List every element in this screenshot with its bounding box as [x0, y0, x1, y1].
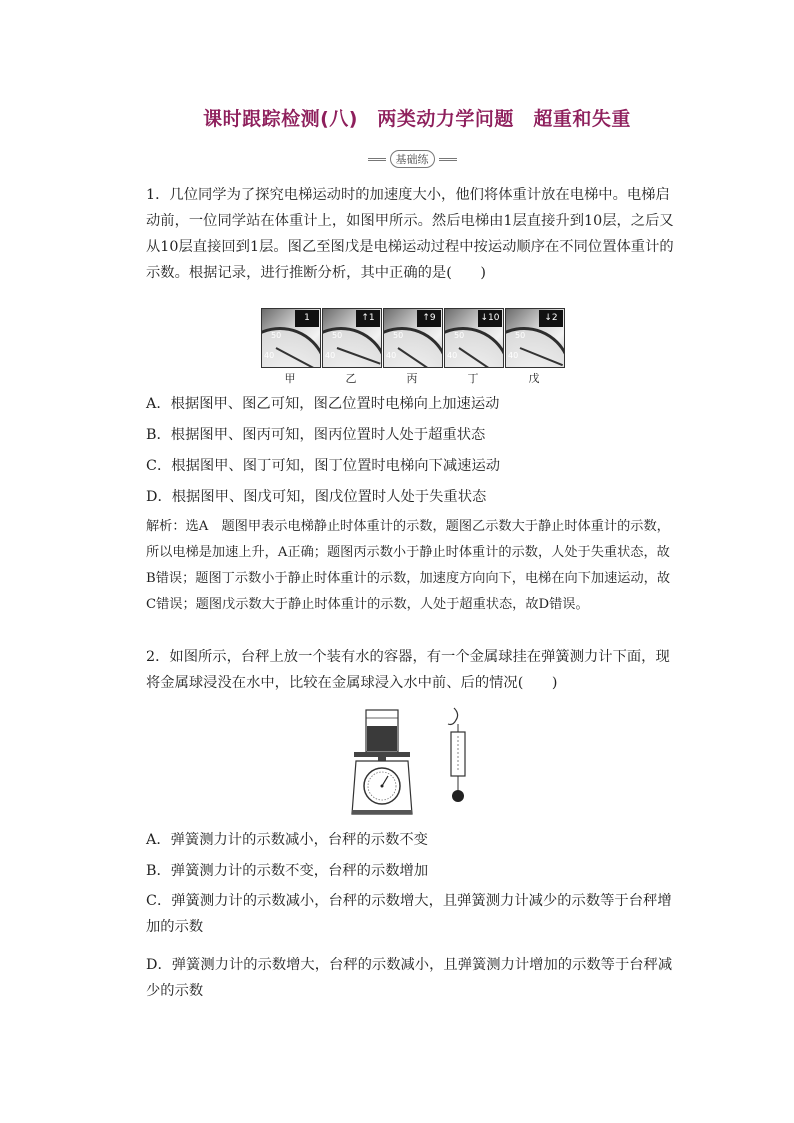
dial-mark-50: 50 — [271, 331, 282, 340]
scale-panel-yi — [322, 308, 382, 368]
direction-arrow-icon: ↑ — [361, 313, 369, 323]
q2-option-a[interactable]: A．弹簧测力计的示数减小，台秤的示数不变 — [146, 832, 428, 848]
panel-caption: 丙 — [406, 372, 418, 385]
section-label: 基础练 — [390, 150, 435, 168]
q1-analysis: 解析：选A 题图甲表示电梯静止时体重计的示数，题图乙示数大于静止时体重计的示数，所以电梯是加速上升，A正确；题图丙示数小于静止时体重计的示数，人处于失重状态，故B错误；题图丁示数小于静止时体重计的示数，加速度方向向下，电梯在向下加速运动，故C错误；题图戊示数大于静止时体重计的示数，人处于超重状态，故D错误。 — [146, 519, 670, 612]
dial-face — [383, 327, 443, 368]
dial-face — [261, 327, 321, 368]
floor-number: 1 — [304, 313, 310, 323]
dial-mark-40: 40 — [325, 351, 336, 360]
floor-indicator — [478, 310, 502, 327]
panel-captions — [261, 370, 563, 386]
floor-indicator — [356, 310, 380, 327]
floor-indicator — [417, 310, 441, 327]
q2-option-b[interactable]: B．弹簧测力计的示数不变，台秤的示数增加 — [146, 863, 429, 879]
dial-face — [444, 327, 504, 368]
scale-reading-figure — [261, 308, 563, 388]
scale-panel-wu — [505, 308, 565, 368]
direction-arrow-icon: ↓ — [544, 313, 552, 323]
dial-mark-50: 50 — [454, 331, 465, 340]
direction-arrow-icon: ↓ — [480, 313, 489, 323]
apparatus-illustration — [346, 706, 486, 818]
section-header — [0, 150, 794, 168]
scale-panel-bing — [383, 308, 443, 368]
dial-mark-40: 40 — [386, 351, 397, 360]
scale-and-spring-balance-figure — [346, 706, 486, 818]
dial-mark-40: 40 — [264, 351, 275, 360]
section-rule-left — [368, 158, 386, 161]
floor-number: 9 — [429, 313, 436, 323]
floor-number: 2 — [551, 313, 558, 323]
dial-mark-40: 40 — [508, 351, 519, 360]
floor-number: 10 — [488, 313, 500, 323]
dial-mark-50: 50 — [332, 331, 343, 340]
dial-mark-40: 40 — [447, 351, 458, 360]
panel-caption: 戊 — [528, 372, 540, 385]
panel-caption: 丁 — [467, 372, 479, 385]
page-title: 课时跟踪检测(八) 两类动力学问题 超重和失重 — [203, 108, 631, 130]
dial-mark-50: 50 — [393, 331, 404, 340]
question-2-stem: 2．如图所示，台秤上放一个装有水的容器，有一个金属球挂在弹簧测力计下面，现将金属球浸没在水中，比较在金属球浸入水中前、后的情况( ) — [146, 649, 670, 691]
section-rule-right — [439, 158, 457, 161]
q1-option-a[interactable]: A．根据图甲、图乙可知，图乙位置时电梯向上加速运动 — [146, 396, 500, 412]
q1-option-d[interactable]: D．根据图甲、图戊可知，图戊位置时人处于失重状态 — [146, 489, 487, 505]
dial-mark-50: 50 — [515, 331, 526, 340]
floor-indicator — [295, 310, 319, 327]
q2-option-d[interactable]: D．弹簧测力计的示数增大，台秤的示数减小，且弹簧测力计增加的示数等于台秤减少的示数 — [146, 957, 673, 999]
floor-number: 1 — [368, 313, 375, 323]
scale-panel-jia — [261, 308, 321, 368]
panel-caption: 乙 — [345, 372, 357, 385]
panel-caption: 甲 — [284, 372, 296, 385]
q2-option-c[interactable]: C．弹簧测力计的示数减小，台秤的示数增大，且弹簧测力计减少的示数等于台秤增加的示数 — [146, 893, 672, 935]
direction-arrow-icon: ↑ — [422, 313, 430, 323]
q1-option-c[interactable]: C．根据图甲、图丁可知，图丁位置时电梯向下减速运动 — [146, 458, 501, 474]
question-1-stem: 1．几位同学为了探究电梯运动时的加速度大小，他们将体重计放在电梯中。电梯启动前，一位同学站在体重计上，如图甲所示。然后电梯由1层直接升到10层，之后又从10层直接回到1层。图乙至图戊是电梯运动过程中按运动顺序在不同位置体重计的示数。根据记录，进行推断分析，其中正确的是( ) — [146, 187, 674, 281]
scale-panel-ding — [444, 308, 504, 368]
q1-option-b[interactable]: B．根据图甲、图丙可知，图丙位置时人处于超重状态 — [146, 427, 486, 443]
floor-indicator — [539, 310, 563, 327]
